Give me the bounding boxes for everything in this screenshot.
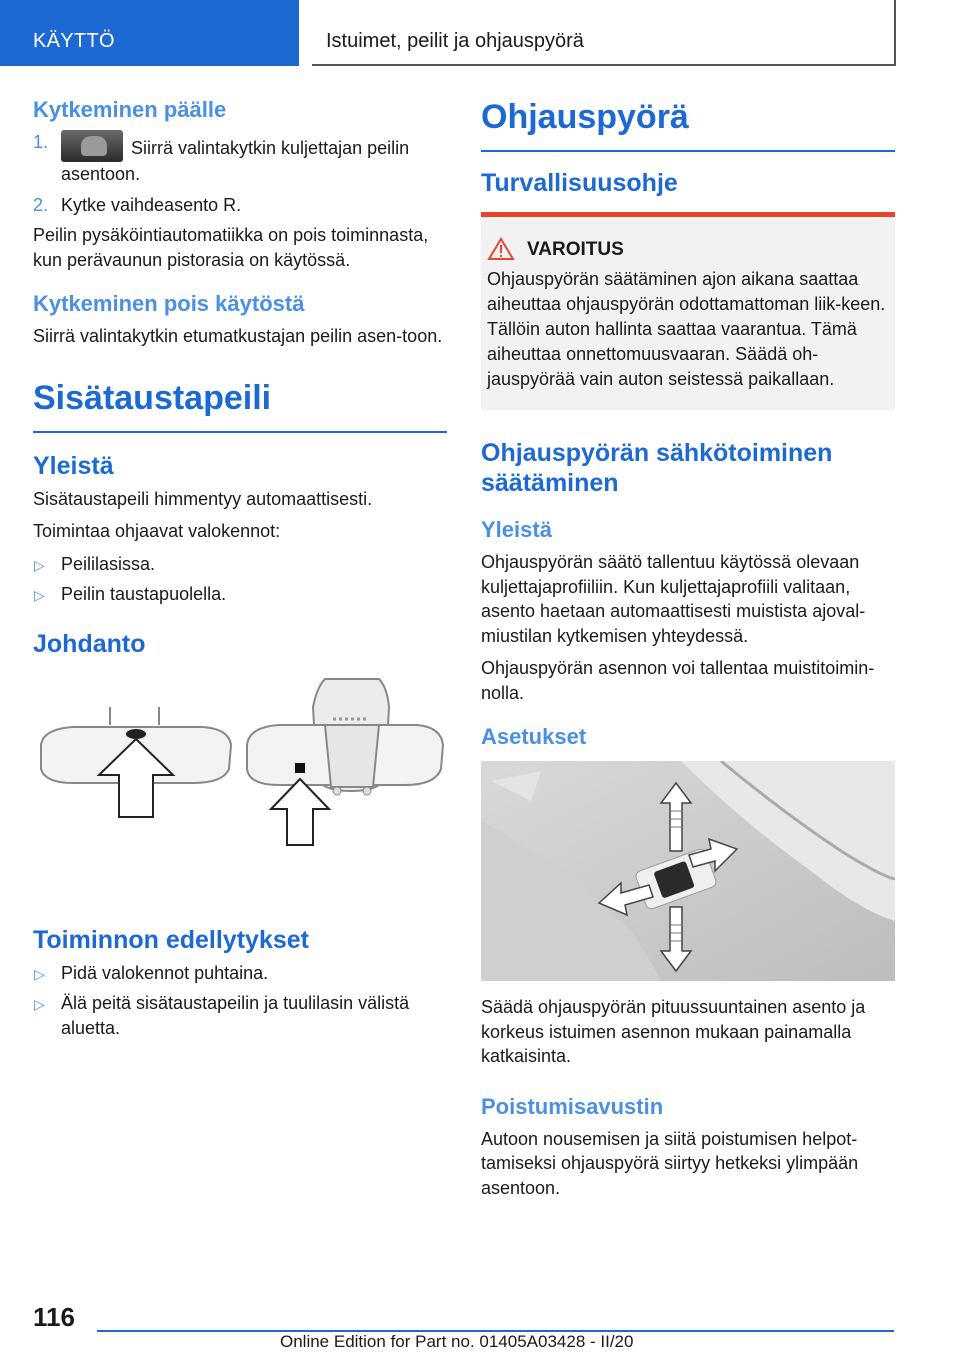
- heading-ohjauspyora: Ohjauspyörä: [481, 96, 895, 152]
- paragraph-toimintaa: Toimintaa ohjaavat valokennot:: [33, 521, 281, 541]
- heading-asetukset: Asetukset: [481, 724, 587, 749]
- warning-title: VAROITUS: [527, 239, 887, 261]
- list-item: ▷ Peililasissa.: [33, 552, 447, 577]
- paragraph-pysakointi: Peilin pysäköintiautomatiikka on pois toiminnasta, kun perävaunun pistorasia on käytössä.: [33, 225, 429, 270]
- list-item: ▷ Pidä valokennot puhtaina.: [33, 961, 447, 986]
- steps-list: [33, 130, 447, 217]
- step-number: 2.: [33, 194, 49, 215]
- mirror-front-view: [41, 707, 231, 817]
- valokennot-list: [33, 552, 447, 607]
- page-header: [0, 0, 960, 66]
- mirror-switch-icon: [61, 130, 123, 162]
- list-item: ▷ Älä peitä sisätaustapeilin ja tuulilasin välistä aluetta.: [34, 993, 410, 1038]
- heading-sahkotoiminen: Ohjauspyörän sähkötoiminen säätäminen: [481, 439, 833, 497]
- warning-text: Ohjauspyörän säätäminen ajon aikana saattaa aiheuttaa ohjauspyörän odottamattoman liik-keen. Tällöin auton hallinta saattaa vaarantua. Tämä aiheuttaa onnettomuusvaaran. Säädä oh-jauspyörää vain auton seistessä paikallaan.: [487, 269, 886, 389]
- bullet-icon: ▷: [34, 556, 45, 573]
- heading-yleista: Yleistä: [33, 451, 114, 480]
- step-text: Kytke vaihdeasento R.: [61, 194, 242, 215]
- warning-icon: [487, 237, 515, 261]
- heading-johdanto: Johdanto: [33, 629, 146, 658]
- bullet-icon: ▷: [34, 965, 45, 982]
- list-item: [33, 130, 447, 187]
- list-item: [33, 193, 447, 218]
- rearview-mirror-illustration: [33, 667, 447, 897]
- heading-turvallisuusohje: Turvallisuusohje: [481, 169, 678, 197]
- mirror-back-view: [247, 679, 443, 845]
- heading-sisataustapeili: Sisätaustapeili: [33, 377, 447, 433]
- paragraph-himmentyy: Sisätaustapeili himmentyy automaattisesti.: [33, 488, 373, 509]
- edellytykset-list: [33, 961, 447, 1041]
- paragraph-poistumisavustin: Autoon nousemisen ja siitä poistumisen helpot-tamiseksi ohjauspyörä siirtyy hetkeksi ylimpään asentoon.: [481, 1128, 859, 1198]
- bullet-icon: ▷: [34, 996, 45, 1012]
- steering-column-switch-photo: [481, 761, 895, 981]
- warning-box: [481, 212, 895, 410]
- paragraph-yleista-1: Ohjauspyörän säätö tallentuu käytössä olevaan kuljettajaprofiiliin. Kun kuljettajaprofiili valitaan, asento haetaan automaattisesti muistista ajoval-miustilan kytkemisen yhteydessä.: [481, 552, 866, 646]
- section-tab: KÄYTTÖ: [0, 0, 299, 66]
- chapter-title: Istuimet, peilit ja ohjauspyörä: [312, 0, 896, 66]
- heading-yleista-right: Yleistä: [481, 517, 552, 542]
- paragraph-pois: Siirrä valintakytkin etumatkustajan peilin asen-toon.: [33, 326, 443, 346]
- heading-edellytykset: Toiminnon edellytykset: [33, 925, 309, 954]
- heading-kytkeminen-paalle: Kytkeminen päälle: [33, 97, 227, 122]
- paragraph-asetukset: Säädä ohjauspyörän pituussuuntainen asento ja korkeus istuimen asennon mukaan painamalla katkaisinta.: [481, 997, 866, 1066]
- paragraph-yleista-2: Ohjauspyörän asennon voi tallentaa muistitoimin-nolla.: [481, 658, 875, 703]
- heading-poistumisavustin: Poistumisavustin: [481, 1093, 664, 1119]
- left-column: [33, 96, 447, 1046]
- page-number: 116: [33, 1302, 75, 1332]
- bullet-icon: ▷: [34, 587, 45, 603]
- right-column: [481, 96, 895, 1208]
- heading-pois: Kytkeminen pois käytöstä: [33, 291, 305, 316]
- step-text: Siirrä valintakytkin kuljettajan peilin asentoon.: [61, 138, 410, 184]
- edition-text: Online Edition for Part no. 01405A03428 - II/20: [280, 1332, 634, 1351]
- list-item: ▷ Peilin taustapuolella.: [33, 582, 447, 607]
- step-number: 1.: [33, 132, 49, 152]
